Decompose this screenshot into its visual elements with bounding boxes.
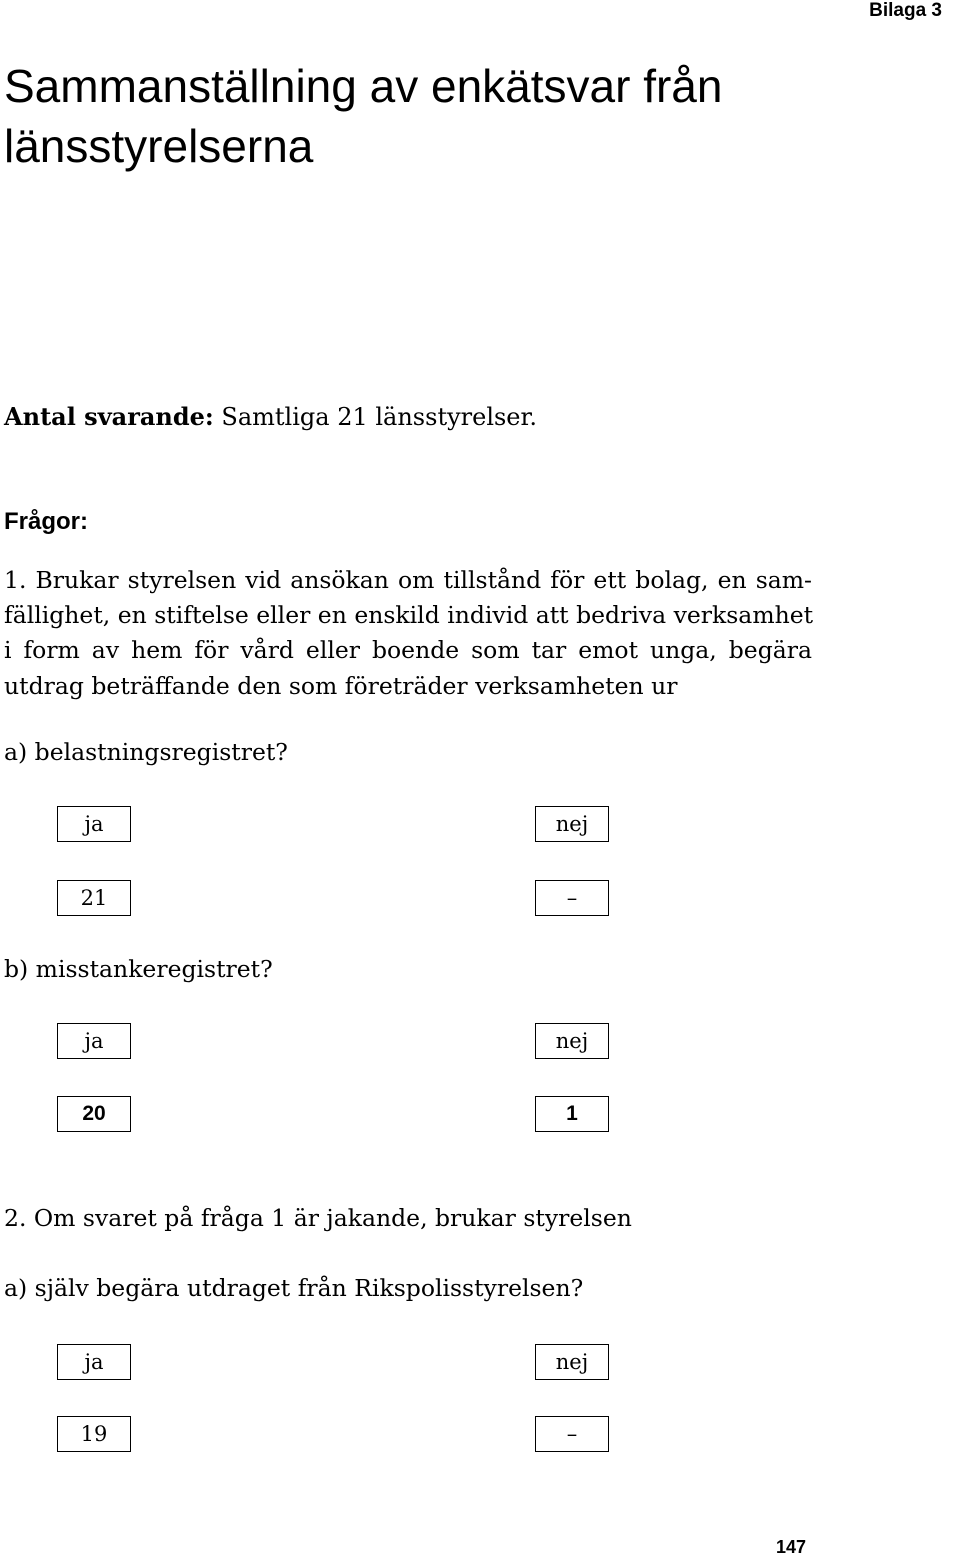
q1a-no-count: –: [535, 880, 609, 916]
q1a-yes-header: ja: [57, 806, 131, 842]
q2a-yes-count: 19: [57, 1416, 131, 1452]
q2a-no-header: nej: [535, 1344, 609, 1380]
q2a-no-count: –: [535, 1416, 609, 1452]
question-2-text: 2. Om svaret på fråga 1 är jakande, brukar styrelsen: [4, 1204, 632, 1232]
q1a-yes-count: 21: [57, 880, 131, 916]
question-1a-label: a) belastningsregistret?: [4, 738, 288, 766]
respondents-line: [4, 402, 537, 431]
question-1-line: fällighet, en stiftelse eller en enskild individ att bedriva verksamhet: [4, 601, 814, 630]
respondents-label: Antal svarande:: [4, 402, 214, 431]
appendix-label: Bilaga 3: [869, 0, 942, 21]
respondents-value: Samtliga 21 länsstyrelser.: [221, 403, 537, 431]
q1b-no-count: 1: [535, 1096, 609, 1132]
question-1-line: i form av hem för vård eller boende som tar emot unga, begära: [4, 636, 812, 665]
question-1-line: utdrag beträffande den som företräder verksamheten ur: [4, 671, 678, 700]
q2a-yes-header: ja: [57, 1344, 131, 1380]
page-title: Sammanställning av enkätsvar från länsstyrelserna: [4, 60, 723, 172]
question-2a-label: a) själv begära utdraget från Rikspolisstyrelsen?: [4, 1274, 584, 1302]
q1a-no-header: nej: [535, 806, 609, 842]
question-1-text: [4, 563, 812, 704]
question-1-line: 1. Brukar styrelsen vid ansökan om tillstånd för ett bolag, en sam-: [4, 566, 812, 594]
q1b-no-header: nej: [535, 1023, 609, 1059]
page-number: 147: [776, 1537, 807, 1557]
q1b-yes-count: 20: [57, 1096, 131, 1132]
q1b-yes-header: ja: [57, 1023, 131, 1059]
question-1b-label: b) misstankeregistret?: [4, 955, 273, 983]
questions-heading: Frågor:: [4, 508, 88, 535]
